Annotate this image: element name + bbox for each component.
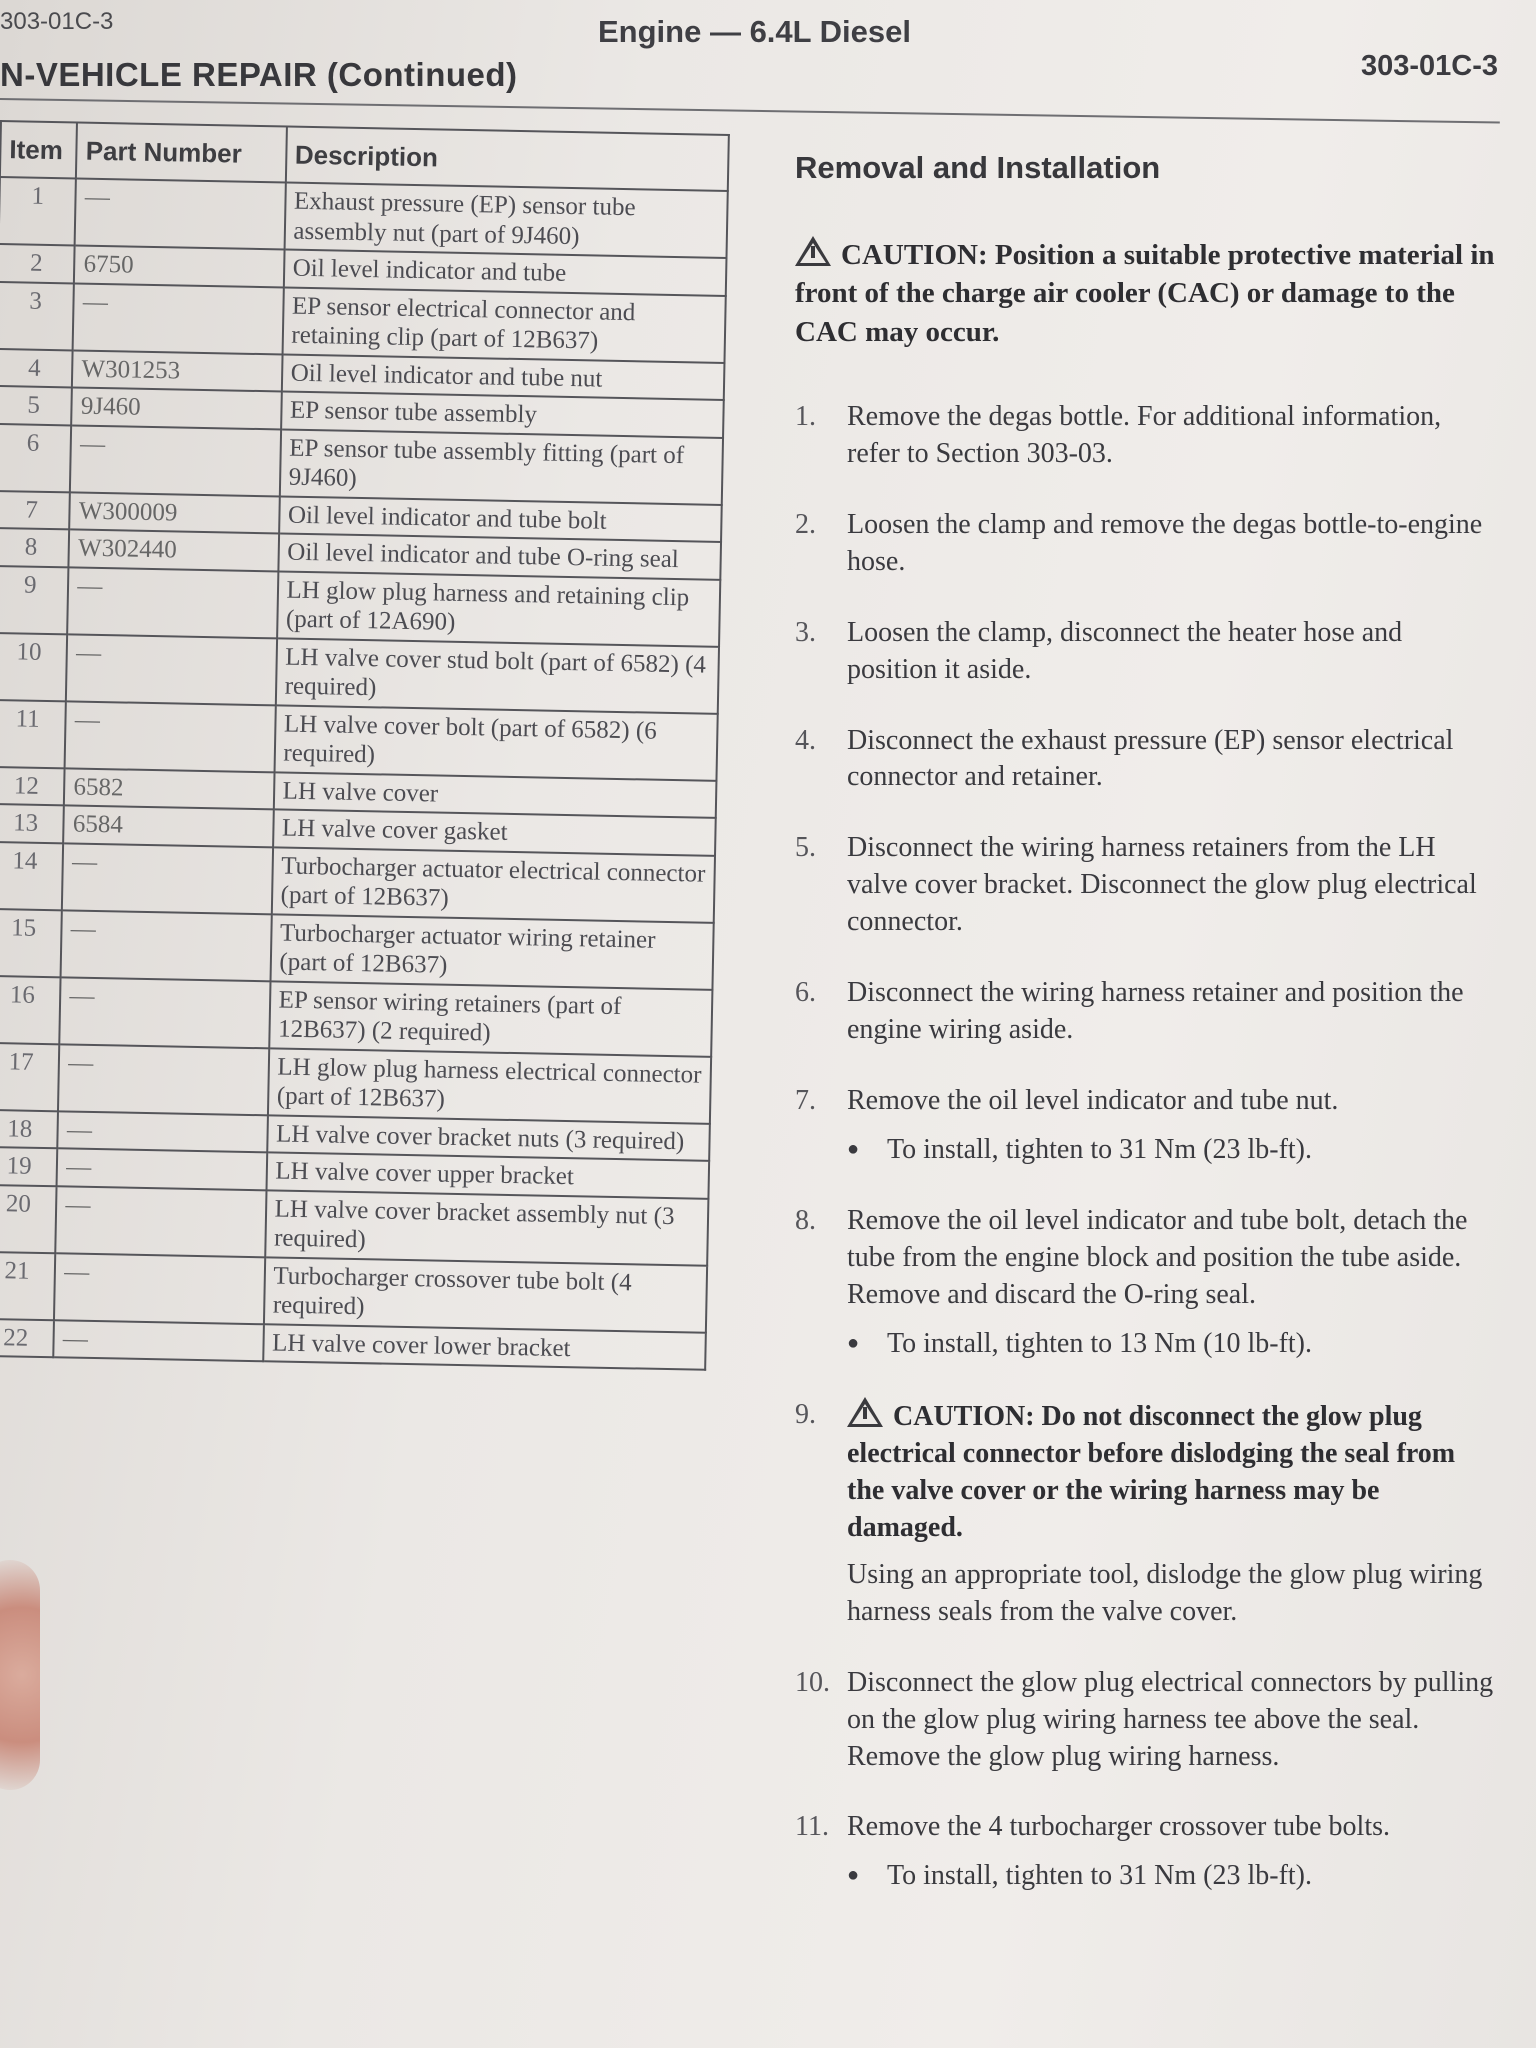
cell-description: EP sensor electrical connector and retaining clip (part of 12B637): [282, 287, 726, 362]
cell-item: 21: [0, 1251, 56, 1319]
step-number: 8.: [795, 1205, 816, 1237]
cell-part-number: —: [73, 283, 283, 354]
step-body: [847, 1809, 1495, 1895]
section-heading: N-VEHICLE REPAIR (Continued): [0, 56, 518, 93]
cell-description: Turbocharger crossover tube bolt (4 required): [263, 1257, 707, 1332]
cell-item: 9: [0, 565, 69, 633]
step-number: 10.: [795, 1666, 830, 1698]
cell-description: LH valve cover bolt (part of 6582) (6 required): [274, 705, 718, 780]
step-text: Remove the oil level indicator and tube bolt, detach the tube from the engine block and position the tube aside. Remove and discard the O-ring seal.: [847, 1205, 1468, 1310]
thumb-in-photo: [0, 1560, 40, 1790]
procedure-title: Removal and Installation: [795, 150, 1161, 185]
cell-description: Turbocharger actuator electrical connector (part of 12B637): [271, 847, 715, 922]
step-number: 11.: [795, 1811, 829, 1843]
step-bullet-text: To install, tighten to 31 Nm (23 lb-ft).: [887, 1860, 1312, 1892]
cell-part-number: —: [65, 701, 275, 772]
procedure-step: [795, 615, 1495, 689]
cell-part-number: —: [61, 910, 271, 981]
column-header-item: Item: [0, 121, 77, 178]
cell-description: Oil level indicator and tube: [283, 249, 726, 295]
cell-item: 7: [0, 490, 70, 529]
cell-item: 8: [0, 528, 69, 567]
cell-description: LH valve cover bracket nuts (3 required): [267, 1115, 710, 1161]
cell-part-number: —: [70, 425, 280, 496]
cell-item: 17: [0, 1042, 60, 1110]
step-text: Remove the oil level indicator and tube nut.: [847, 1085, 1339, 1117]
step-body: [847, 399, 1495, 473]
cell-item: 3: [0, 281, 74, 349]
cell-item: 19: [0, 1147, 58, 1186]
warning-triangle-icon: [847, 1397, 883, 1427]
cell-description: Exhaust pressure (EP) sensor tube assembly nut (part of 9J460): [284, 182, 728, 257]
page-code-left: 303-01C-3: [0, 8, 114, 35]
step-number: 5.: [795, 832, 816, 864]
cell-part-number: —: [60, 977, 270, 1048]
caution-note: [795, 236, 1495, 351]
step-bullet: [847, 1132, 1495, 1169]
cell-part-number: 6584: [63, 805, 273, 847]
procedure-step: [795, 975, 1495, 1049]
step-bullet: [847, 1326, 1495, 1363]
step-number: 2.: [795, 508, 816, 540]
procedure-step: [795, 399, 1495, 473]
bullet-icon: ●: [847, 1331, 860, 1354]
cell-part-number: W300009: [69, 492, 279, 534]
cell-item: 14: [0, 841, 63, 909]
procedure-steps: [795, 399, 1495, 1896]
cell-item: 5: [0, 386, 72, 425]
cell-description: LH valve cover bracket assembly nut (3 required): [265, 1190, 709, 1265]
cell-item: 1: [0, 177, 76, 245]
procedure-step: [795, 507, 1495, 581]
step-bullet-text: To install, tighten to 13 Nm (10 lb-ft).: [887, 1327, 1312, 1359]
step-text: Disconnect the glow plug electrical connectors by pulling on the glow plug wiring harness tee above the seal. Remove the glow plug wiring harness.: [847, 1666, 1494, 1772]
cell-description: LH valve cover upper bracket: [266, 1152, 709, 1198]
cell-part-number: 9J460: [72, 387, 282, 429]
step-text: Loosen the clamp, disconnect the heater hose and position it aside.: [847, 616, 1403, 685]
column-header-part-number: Part Number: [76, 122, 286, 182]
cell-part-number: —: [54, 1320, 264, 1362]
step-text: Disconnect the wiring harness retainers from the LH valve cover bracket. Disconnect the glow plug electrical connector.: [847, 832, 1477, 938]
cell-part-number: —: [54, 1253, 264, 1324]
step-body: [847, 975, 1495, 1049]
procedure-step: [795, 1203, 1495, 1363]
step-number: 4.: [795, 724, 816, 756]
column-header-description: Description: [285, 127, 728, 191]
cell-part-number: —: [62, 843, 272, 914]
cell-part-number: W301253: [72, 350, 282, 392]
caution-text: CAUTION: Position a suitable protective material in front of the charge air cooler (CAC) or damage to the CAC may occur.: [795, 239, 1495, 348]
bullet-icon: ●: [847, 1864, 860, 1887]
warning-triangle-icon: [795, 236, 831, 266]
cell-part-number: —: [75, 178, 285, 249]
cell-item: 10: [0, 632, 67, 700]
cell-item: 6: [0, 423, 72, 491]
cell-description: LH valve cover gasket: [273, 809, 716, 855]
step-text: Remove the 4 turbocharger crossover tube bolts.: [847, 1811, 1391, 1843]
step-bullet: [847, 1858, 1495, 1895]
cell-description: LH valve cover stud bolt (part of 6582) (4 required): [275, 638, 719, 713]
step-bullet-text: To install, tighten to 31 Nm (23 lb-ft).: [887, 1134, 1312, 1166]
cell-part-number: —: [67, 567, 277, 638]
chapter-title: Engine — 6.4L Diesel: [598, 14, 911, 49]
cell-part-number: —: [58, 1044, 268, 1115]
cell-description: LH glow plug harness and retaining clip (part of 12A690): [277, 571, 721, 646]
parts-table: [0, 120, 730, 1371]
cell-description: Oil level indicator and tube nut: [281, 354, 724, 400]
cell-item: 11: [0, 699, 66, 767]
step-text: Disconnect the exhaust pressure (EP) sensor electrical connector and retainer.: [847, 724, 1454, 793]
cell-part-number: —: [58, 1111, 268, 1153]
cell-item: 18: [0, 1109, 58, 1148]
cell-description: LH valve cover: [273, 772, 716, 818]
cell-item: 16: [0, 975, 61, 1043]
cell-item: 13: [0, 804, 64, 843]
cell-description: LH glow plug harness electrical connector (part of 12B637): [267, 1048, 711, 1123]
step-number: 3.: [795, 616, 816, 648]
step-text: Loosen the clamp and remove the degas bottle-to-engine hose.: [847, 508, 1483, 577]
procedure-step: [795, 723, 1495, 797]
step-text: Disconnect the wiring harness retainer and position the engine wiring aside.: [847, 977, 1464, 1046]
cell-part-number: 6750: [74, 245, 284, 287]
parts-table-body: [0, 177, 728, 1370]
step-number: 1.: [795, 400, 816, 432]
cell-part-number: —: [66, 634, 276, 705]
cell-description: Oil level indicator and tube bolt: [279, 496, 722, 542]
step-body: [847, 1665, 1495, 1776]
procedure-step: [795, 830, 1495, 941]
step-text: Remove the degas bottle. For additional information, refer to Section 303-03.: [847, 400, 1442, 469]
step-body: [847, 723, 1495, 797]
procedure-step: [795, 1083, 1495, 1169]
cell-item: 20: [0, 1184, 57, 1252]
step-body: [847, 507, 1495, 581]
step-number: 9.: [795, 1398, 816, 1430]
cell-part-number: W302440: [69, 529, 279, 571]
cell-description: Oil level indicator and tube O-ring seal: [278, 533, 721, 579]
cell-item: 2: [0, 244, 75, 283]
cell-item: 22: [0, 1318, 54, 1357]
cell-description: EP sensor tube assembly: [281, 391, 724, 437]
step-body: [847, 1397, 1495, 1631]
bullet-icon: ●: [847, 1138, 860, 1161]
cell-part-number: —: [57, 1148, 267, 1190]
cell-description: EP sensor wiring retainers (part of 12B637) (2 required): [269, 981, 713, 1056]
cell-part-number: —: [56, 1186, 266, 1257]
step-caution: [847, 1397, 1495, 1547]
step-body: [847, 1083, 1495, 1169]
procedure-step: [795, 1397, 1495, 1631]
procedure-step: [795, 1665, 1495, 1776]
cell-description: Turbocharger actuator wiring retainer (part of 12B637): [270, 914, 714, 989]
step-caution-text: CAUTION: Do not disconnect the glow plug electrical connector before dislodging the seal from the valve cover or the wiring harness may be damaged.: [847, 1400, 1456, 1543]
procedure-step: [795, 1809, 1495, 1895]
cell-description: LH valve cover lower bracket: [263, 1324, 706, 1370]
parts-table-container: [0, 120, 740, 1362]
cell-item: 4: [0, 348, 73, 387]
cell-part-number: 6582: [64, 768, 274, 810]
step-body: [847, 1203, 1495, 1363]
step-body: [847, 830, 1495, 941]
step-number: 7.: [795, 1085, 816, 1117]
cell-item: 12: [0, 766, 65, 805]
cell-item: 15: [0, 908, 62, 976]
procedure-column: [795, 150, 1495, 1929]
cell-description: EP sensor tube assembly fitting (part of 9J460): [279, 429, 723, 504]
page-code-right: 303-01C-3: [1360, 50, 1498, 82]
step-body: [847, 615, 1495, 689]
step-text: Using an appropriate tool, dislodge the glow plug wiring harness seals from the valve cover.: [847, 1558, 1483, 1627]
step-number: 6.: [795, 977, 816, 1009]
